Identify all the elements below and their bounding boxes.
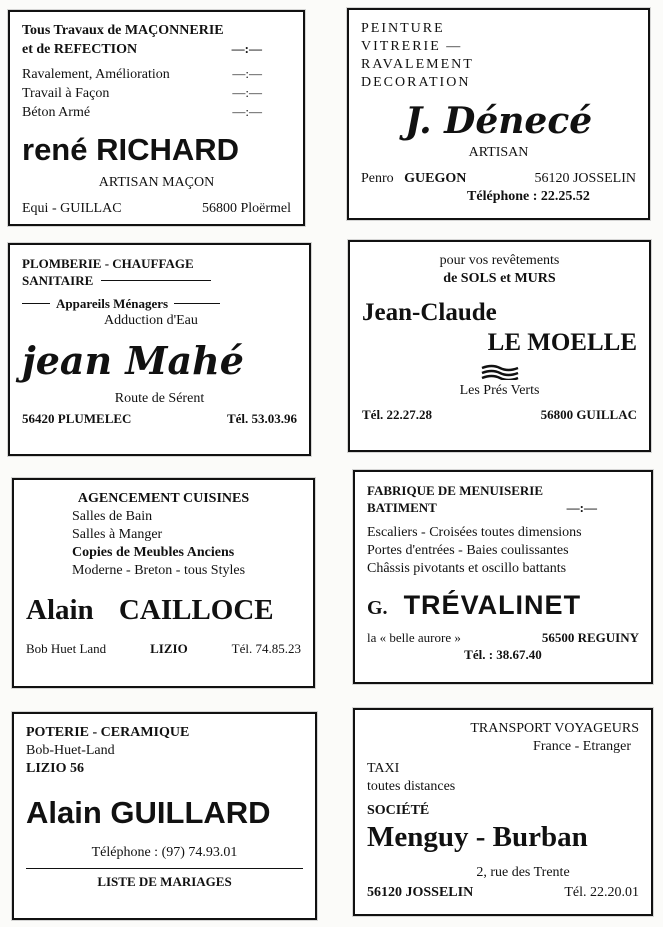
menguy-phone: Tél. 22.20.01 <box>564 885 639 900</box>
mahe-rule-1 <box>101 280 211 281</box>
lemoelle-place: Les Prés Verts <box>459 383 540 398</box>
mahe-town: 56420 PLUMELEC <box>22 411 132 426</box>
richard-dash-3: —:— <box>232 85 262 100</box>
trevalinet-place: la « belle aurore » <box>367 630 461 645</box>
menguy-line-1: TRANSPORT VOYAGEURS <box>470 721 639 736</box>
lemoelle-name-2: LE MOELLE <box>487 329 637 356</box>
wave-logo-icon <box>480 364 520 380</box>
guillard-line-2: Bob-Huet-Land <box>26 743 115 758</box>
richard-dash-1: —:— <box>231 41 262 56</box>
mahe-line-4: Adduction d'Eau <box>104 313 198 328</box>
guillard-footer: LISTE DE MARIAGES <box>97 874 232 889</box>
ad-mahe <box>8 243 311 456</box>
richard-line-4: Travail à Façon <box>22 86 110 101</box>
trevalinet-line-1: FABRIQUE DE MENUISERIE <box>367 483 544 498</box>
mahe-line-2: SANITAIRE <box>22 273 94 288</box>
lemoelle-line-2: de SOLS et MURS <box>443 271 556 286</box>
richard-line-1: Tous Travaux de MAÇONNERIE <box>22 23 224 38</box>
menguy-line-4: toutes distances <box>367 779 456 794</box>
richard-address-left: Equi - GUILLAC <box>22 201 122 216</box>
guillard-line-3: LIZIO 56 <box>26 761 84 776</box>
trevalinet-line-2: BATIMENT <box>367 500 437 515</box>
lemoelle-name-1: Jean-Claude <box>362 299 497 326</box>
trevalinet-town: 56500 REGUINY <box>541 630 639 645</box>
denece-trade: ARTISAN <box>468 145 529 160</box>
richard-trade: ARTISAN MAÇON <box>98 175 215 190</box>
cailloce-line-3: Salles à Manger <box>72 527 163 542</box>
lemoelle-town: 56800 GUILLAC <box>540 407 637 422</box>
menguy-line-5: SOCIÉTÉ <box>367 803 430 818</box>
denece-line-2: VITRERIE — <box>361 39 463 54</box>
cailloce-name: Alain CAILLOCE <box>26 594 274 626</box>
lemoelle-phone: Tél. 22.27.28 <box>362 407 433 422</box>
mahe-rule-2 <box>22 303 50 304</box>
guillard-name: Alain GUILLARD <box>26 795 271 830</box>
denece-name: J. Dénecé <box>404 100 593 142</box>
ad-lemoelle <box>348 240 651 452</box>
trevalinet-name: TRÉVALINET <box>403 590 582 620</box>
menguy-line-3: TAXI <box>367 761 400 776</box>
mahe-line-3: Appareils Ménagers <box>56 296 169 311</box>
denece-place: Penro <box>361 171 394 186</box>
trevalinet-initial: G. <box>367 597 388 619</box>
ad-richard <box>8 10 305 226</box>
richard-name: rené RICHARD <box>22 132 240 167</box>
trevalinet-line-4: Portes d'entrées - Baies coulissantes <box>367 543 569 558</box>
richard-dash-2: —:— <box>232 66 262 81</box>
guillard-rule <box>26 868 303 869</box>
mahe-rule-3 <box>174 303 220 304</box>
denece-line-1: PEINTURE <box>361 21 445 36</box>
mahe-phone: Tél. 53.03.96 <box>226 411 297 426</box>
trevalinet-phone: Tél. : 38.67.40 <box>464 647 542 662</box>
menguy-name: Menguy - Burban <box>367 821 588 853</box>
richard-line-3: Ravalement, Amélioration <box>22 67 170 82</box>
richard-address-right: 56800 Ploërmel <box>201 201 291 216</box>
ad-guillard <box>12 712 317 920</box>
ad-trevalinet <box>353 470 653 684</box>
trevalinet-line-5: Châssis pivotants et oscillo battants <box>367 561 567 576</box>
menguy-line-2: France - Etranger <box>533 739 631 754</box>
denece-place-bold: GUEGON <box>404 171 467 186</box>
denece-phone: Téléphone : 22.25.52 <box>467 189 590 204</box>
cailloce-line-5: Moderne - Breton - tous Styles <box>72 563 246 578</box>
guillard-line-1: POTERIE - CERAMIQUE <box>26 725 190 740</box>
trevalinet-line-3: Escaliers - Croisées toutes dimensions <box>367 525 582 540</box>
guillard-phone: Téléphone : (97) 74.93.01 <box>91 845 238 860</box>
cailloce-phone: Tél. 74.85.23 <box>231 641 301 656</box>
cailloce-line-2: Salles de Bain <box>72 509 153 524</box>
ad-denece <box>347 8 650 220</box>
cailloce-line-4: Copies de Meubles Anciens <box>72 545 235 560</box>
denece-line-3: RAVALEMENT <box>361 57 474 72</box>
cailloce-place: Bob Huet Land <box>26 641 107 656</box>
mahe-line-1: PLOMBERIE - CHAUFFAGE <box>22 256 194 271</box>
denece-town: 56120 JOSSELIN <box>534 171 636 186</box>
ad-cailloce <box>12 478 315 688</box>
cailloce-town: LIZIO <box>150 641 188 656</box>
ad-menguy <box>353 708 653 916</box>
richard-line-5: Béton Armé <box>22 105 91 120</box>
cailloce-line-1: AGENCEMENT CUISINES <box>77 491 250 506</box>
lemoelle-line-1: pour vos revêtements <box>439 253 560 268</box>
trevalinet-dash: —:— <box>566 500 597 515</box>
mahe-street: Route de Sérent <box>114 391 205 406</box>
mahe-name: jean Mahé <box>22 338 244 383</box>
richard-line-2: et de REFECTION <box>22 42 138 57</box>
denece-line-4: DECORATION <box>361 75 471 90</box>
richard-dash-4: —:— <box>232 104 262 119</box>
menguy-street: 2, rue des Trente <box>476 865 570 880</box>
menguy-town: 56120 JOSSELIN <box>367 885 474 900</box>
